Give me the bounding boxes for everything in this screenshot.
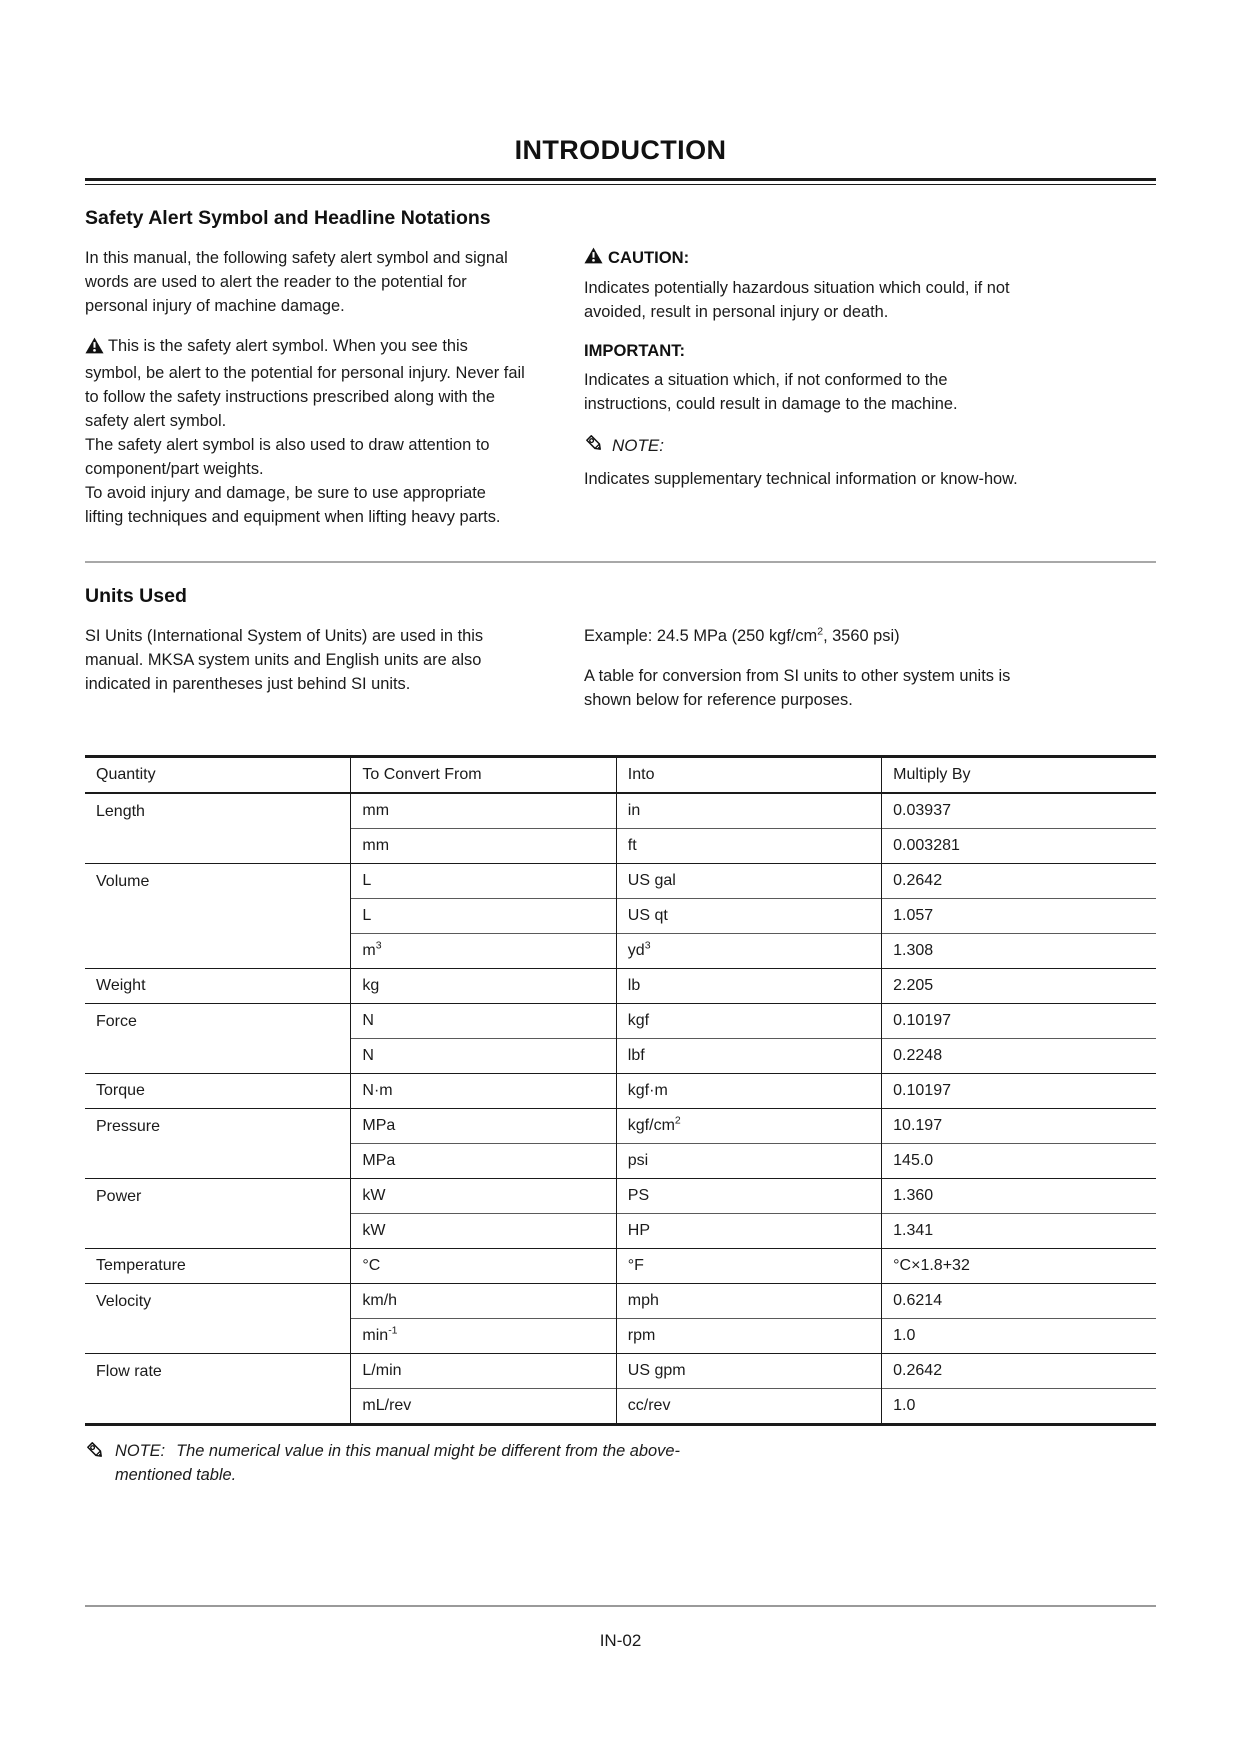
cell-into: US gpm [616, 1354, 881, 1389]
units-example-line [584, 625, 1032, 649]
cell-convert-from: N·m [351, 1074, 616, 1109]
superscript: 3 [644, 940, 651, 953]
table-row [85, 1389, 1156, 1425]
cell-quantity [85, 1214, 351, 1249]
table-row [85, 1179, 1156, 1214]
note-label: NOTE: [612, 435, 664, 455]
cell-quantity [85, 1389, 351, 1425]
cell-quantity [85, 934, 351, 969]
safety-right-column [584, 247, 1032, 508]
cell-into: $yd^3$ [616, 934, 881, 969]
table-row [85, 1109, 1156, 1144]
cell-into: psi [616, 1144, 881, 1179]
cell-into: °F [616, 1249, 881, 1284]
cell-multiply-by: 2.205 [882, 969, 1156, 1004]
superscript: 3 [375, 940, 382, 953]
cell-multiply-by: 0.6214 [882, 1284, 1156, 1319]
cell-quantity: Pressure [85, 1109, 351, 1144]
cell-multiply-by: 0.2642 [882, 864, 1156, 899]
footer-divider [85, 1605, 1156, 1607]
safety-left-column [85, 247, 528, 545]
table-row [85, 1004, 1156, 1039]
cell-multiply-by: 1.360 [882, 1179, 1156, 1214]
cell-into: in [616, 793, 881, 829]
table-row [85, 1354, 1156, 1389]
units-table-intro: A table for conversion from SI units to other system units is shown below for reference purposes. [584, 667, 1011, 710]
cell-quantity: Force [85, 1004, 351, 1039]
table-body [85, 757, 1156, 1425]
cell-into: ft [616, 829, 881, 864]
cell-quantity [85, 829, 351, 864]
warning-triangle-icon [584, 247, 603, 269]
cell-into: lb [616, 969, 881, 1004]
cell-multiply-by: 0.03937 [882, 793, 1156, 829]
cell-into: US qt [616, 899, 881, 934]
column-header-multiply-by: Multiply By [882, 757, 1156, 794]
bottom-note [85, 1440, 705, 1487]
important-label: IMPORTANT: [584, 340, 686, 360]
column-header-convert-from: To Convert From [351, 757, 616, 794]
caution-label: CAUTION: [608, 248, 690, 267]
pencil-icon [584, 433, 605, 459]
note-text: Indicates supplementary technical information or know-how. [584, 469, 1018, 488]
cell-into: cc/rev [616, 1389, 881, 1425]
cell-quantity: Volume [85, 864, 351, 899]
safety-columns [85, 247, 1156, 545]
cell-convert-from: L/min [351, 1354, 616, 1389]
section-heading-safety: Safety Alert Symbol and Headline Notations [85, 207, 491, 229]
cell-into: PS [616, 1179, 881, 1214]
cell-into: rpm [616, 1319, 881, 1354]
table-row [85, 1039, 1156, 1074]
cell-convert-from: MPa [351, 1109, 616, 1144]
table-row [85, 829, 1156, 864]
cell-quantity: Length [85, 793, 351, 829]
cell-quantity [85, 1319, 351, 1354]
title-divider [85, 178, 1156, 185]
safety-symbol-paragraph [85, 335, 528, 434]
cell-convert-from: mm [351, 829, 616, 864]
cell-convert-from: N [351, 1004, 616, 1039]
cell-multiply-by: 145.0 [882, 1144, 1156, 1179]
column-header-quantity: Quantity [85, 757, 351, 794]
table-row [85, 1284, 1156, 1319]
safety-symbol-text: This is the safety alert symbol. When you see this symbol, be alert to the potential for personal injury. Never fail to follow the safety instructions prescribed along with the safety alert symbol. [85, 336, 525, 430]
superscript: 2 [674, 1115, 681, 1128]
cell-quantity: Flow rate [85, 1354, 351, 1389]
caution-heading [584, 247, 1032, 269]
cell-convert-from: kW [351, 1179, 616, 1214]
cell-quantity: Velocity [85, 1284, 351, 1319]
table-row [85, 1319, 1156, 1354]
units-left-text: SI Units (International System of Units) are used in this manual. MKSA system units and English units are also indicated in parentheses just behind SI units. [85, 627, 484, 694]
safety-intro-paragraph: In this manual, the following safety alert symbol and signal words are used to alert the reader to the potential for personal injury of machine damage. [85, 249, 508, 315]
cell-convert-from: kW [351, 1214, 616, 1249]
footer-page-number: IN-02 [599, 1631, 642, 1650]
cell-convert-from: kg [351, 969, 616, 1004]
cell-convert-from: $m^3$ [351, 934, 616, 969]
cell-convert-from: N [351, 1039, 616, 1074]
table-row [85, 1144, 1156, 1179]
caution-text: Indicates potentially hazardous situation which could, if not avoided, result in personal injury or death. [584, 279, 1010, 321]
cell-multiply-by: 1.0 [882, 1319, 1156, 1354]
important-heading [584, 341, 1032, 361]
table-row [85, 934, 1156, 969]
bottom-note-label: NOTE: [115, 1442, 166, 1461]
cell-multiply-by: 1.057 [882, 899, 1156, 934]
cell-into: kgf·m [616, 1074, 881, 1109]
cell-multiply-by: 0.2248 [882, 1039, 1156, 1074]
units-right-column [584, 625, 1032, 729]
table-row [85, 1249, 1156, 1284]
unit-conversion-table [85, 755, 1156, 1426]
cell-quantity: Power [85, 1179, 351, 1214]
table-row [85, 969, 1156, 1004]
example-suffix: , 3560 psi) [823, 627, 900, 646]
cell-quantity [85, 1144, 351, 1179]
cell-multiply-by: 0.003281 [882, 829, 1156, 864]
cell-convert-from: km/h [351, 1284, 616, 1319]
cell-multiply-by: 1.308 [882, 934, 1156, 969]
important-text: Indicates a situation which, if not conformed to the instructions, could result in damage to the machine. [584, 370, 958, 413]
cell-into: US gal [616, 864, 881, 899]
cell-quantity: Temperature [85, 1249, 351, 1284]
cell-convert-from: $\min^{-1}$ [351, 1319, 616, 1354]
safety-symbol-paragraph-3: To avoid injury and damage, be sure to use appropriate lifting techniques and equipment when lifting heavy parts. [85, 483, 501, 526]
cell-multiply-by: 1.0 [882, 1389, 1156, 1425]
cell-quantity [85, 1039, 351, 1074]
example-superscript: 2 [817, 626, 824, 639]
section-divider [85, 561, 1156, 563]
section-heading-units: Units Used [85, 585, 187, 608]
safety-symbol-paragraph-2: The safety alert symbol is also used to draw attention to component/part weights. [85, 435, 490, 478]
cell-multiply-by: 10.197 [882, 1109, 1156, 1144]
cell-multiply-by: 1.341 [882, 1214, 1156, 1249]
cell-convert-from: L [351, 864, 616, 899]
cell-into: kgf [616, 1004, 881, 1039]
units-columns [85, 625, 1156, 729]
cell-into: HP [616, 1214, 881, 1249]
cell-multiply-by: 0.10197 [882, 1074, 1156, 1109]
cell-multiply-by: 0.2642 [882, 1354, 1156, 1389]
cell-multiply-by: °C×1.8+32 [882, 1249, 1156, 1284]
cell-convert-from: MPa [351, 1144, 616, 1179]
cell-multiply-by: 0.10197 [882, 1004, 1156, 1039]
cell-into: kgf/$cm^2$ [616, 1109, 881, 1144]
table-row [85, 793, 1156, 829]
table-row [85, 1074, 1156, 1109]
table-row [85, 899, 1156, 934]
cell-into: lbf [616, 1039, 881, 1074]
table-row [85, 1214, 1156, 1249]
cell-convert-from: mL/rev [351, 1389, 616, 1425]
page-footer [85, 1605, 1156, 1651]
table-row [85, 864, 1156, 899]
bottom-note-text: The numerical value in this manual might be different from the above-mentioned table. [115, 1442, 680, 1484]
warning-triangle-icon [85, 337, 104, 362]
cell-quantity: Torque [85, 1074, 351, 1109]
table-header-row [85, 757, 1156, 794]
cell-quantity [85, 899, 351, 934]
cell-convert-from: mm [351, 793, 616, 829]
note-heading [584, 433, 1032, 459]
column-header-into: Into [616, 757, 881, 794]
pencil-icon [85, 1440, 106, 1487]
cell-convert-from: °C [351, 1249, 616, 1284]
example-prefix: Example: 24.5 MPa (250 kgf/cm [584, 627, 818, 646]
units-left-column [85, 625, 528, 713]
page-title: INTRODUCTION [514, 135, 727, 165]
bottom-note-body [115, 1440, 705, 1487]
superscript: -1 [388, 1325, 398, 1338]
cell-convert-from: L [351, 899, 616, 934]
cell-into: mph [616, 1284, 881, 1319]
cell-quantity: Weight [85, 969, 351, 1004]
